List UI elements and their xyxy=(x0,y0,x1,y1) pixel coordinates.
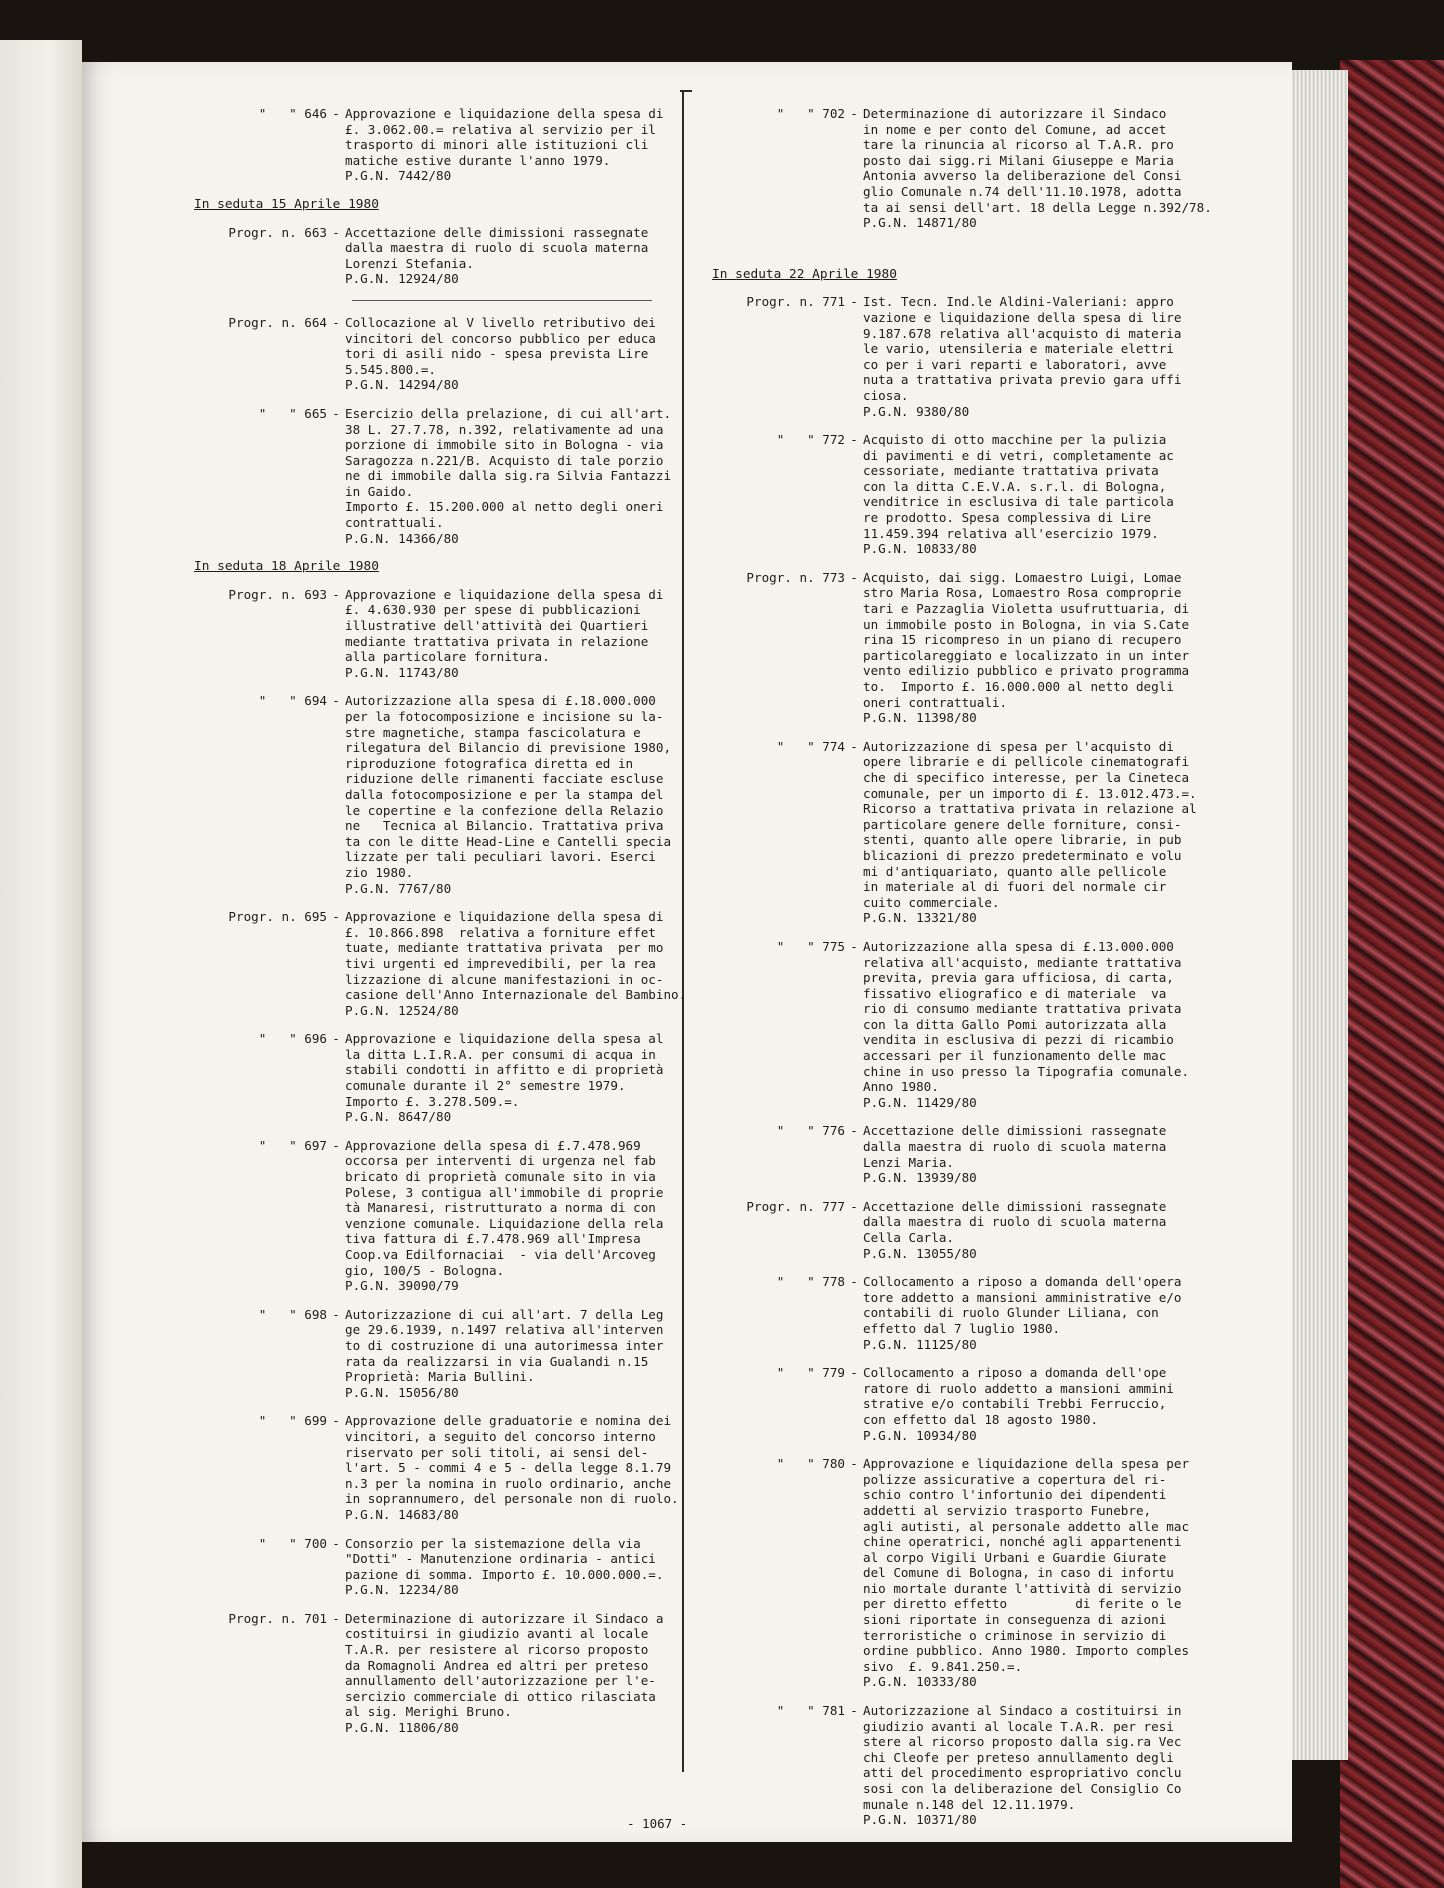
resolution-entry xyxy=(700,294,1280,419)
entry-text: Approvazione e liquidazione della spesa per polizze assicurative a copertura del ri- schio contro l'infortunio dei dipendenti addetti al servizio trasporto Funebre, agli autisti, al personale addetto alle mac chine operatrici, nonché agli appartenenti al corpo Vigili Urbani e Guardie Giurate del Comune di Bologna, in caso di infortu nio mortale durante l'attività di servizio per diretto effetto di ferite o le sioni riportate in conseguenza di azioni terroristiche o criminose in servizio di ordine pubblico. Anno 1980. Importo comples sivo £. 9.841.250.=. P.G.N. 10333/80 xyxy=(863,1456,1190,1690)
entry-text: Autorizzazione al Sindaco a costituirsi in giudizio avanti al locale T.A.R. per resi stere al ricorso proposto dalla sig.ra Vec chi Cleofe per preteso annullamento degli atti del procedimento espropriativo conclu sosi con la deliberazione del Consiglio Co munale n.148 del 12.11.1979. P.G.N. 10371/80 xyxy=(863,1703,1182,1828)
entry-dash: - xyxy=(332,1137,340,1153)
entry-text: Autorizzazione di spesa per l'acquisto di opere librarie e di pellicole cinematografi che di specifico interesse, per la Cineteca comunale, per un importo di £. 13.012.473.=. Ricorso a trattativa privata in relazione al particolare genere delle forniture, consi- stenti, quanto alle opere librarie, in pub blicazioni di prezzo predeterminato e volu mi d'antiquariato, quanto alle pellicole in materiale al di fuori del normale cir cuito commerciale. P.G.N. 13321/80 xyxy=(863,738,1197,926)
entry-dash: - xyxy=(850,294,858,310)
entry-dash: - xyxy=(332,586,340,602)
entry-dash: - xyxy=(850,1198,858,1214)
entry-reference: " " 772 xyxy=(776,432,845,448)
entry-text: Accettazione delle dimissioni rassegnate dalla maestra di ruolo di scuola materna Lorenzi Stefania. P.G.N. 12924/80 xyxy=(345,224,649,287)
entry-reference: " " 697 xyxy=(258,1137,327,1153)
entry-text: Collocamento a riposo a domanda dell'opera tore addetto a mansioni amministrative e/o contabili di ruolo Glunder Liliana, con effetto dal 7 luglio 1980. P.G.N. 11125/80 xyxy=(863,1274,1182,1352)
resolution-entry xyxy=(182,1611,742,1736)
resolution-entry xyxy=(182,1536,742,1598)
entry-text: Consorzio per la sistemazione della via "Dotti" - Manutenzione ordinaria - antici pazione di somma. Importo £. 10.000.000.=. P.G.N. 12234/80 xyxy=(345,1535,664,1598)
resolution-entry xyxy=(700,570,1280,726)
entry-dash: - xyxy=(332,1535,340,1551)
entry-reference: " " 781 xyxy=(776,1703,845,1719)
entry-dash: - xyxy=(332,314,340,330)
entry-dash: - xyxy=(850,1456,858,1472)
resolution-entry xyxy=(182,1138,742,1294)
separator-rule xyxy=(352,300,652,301)
entry-reference: Progr. n. 771 xyxy=(746,294,845,310)
entry-text: Approvazione delle graduatorie e nomina dei vincitori, a seguito del concorso interno riservato per soli titoli, ai sensi del- l'art. 5 - commi 4 e 5 - della legge 8.1.79 n.3 per la nomina in ruolo ordinario, anche in soprannumero, del personale non di ruolo. P.G.N. 14683/80 xyxy=(345,1413,679,1522)
resolution-entry xyxy=(700,1123,1280,1185)
entry-reference: " " 702 xyxy=(776,106,845,121)
entry-reference: " " 694 xyxy=(258,693,327,709)
right-column xyxy=(700,106,1280,1841)
session-heading: In seduta 22 Aprile 1980 xyxy=(712,266,897,282)
resolution-entry xyxy=(182,693,742,896)
entry-dash: - xyxy=(850,106,858,121)
entry-text: Collocazione al V livello retributivo dei vincitori del concorso pubblico per educa tori di asili nido - spesa prevista Lire 5.545.800.=. P.G.N. 14294/80 xyxy=(345,314,656,393)
entry-text: Determinazione di autorizzare il Sindaco a costituirsi in giudizio avanti al locale T.A.R. per resistere al ricorso proposto da Romagnoli Andrea ed altri per preteso annullamento dell'autorizzazione per l'e- sercizio commerciale di ottico rilasciata al sig. Merighi Bruno. P.G.N. 11806/80 xyxy=(345,1610,664,1736)
entry-dash: - xyxy=(850,1274,858,1290)
entry-text: Approvazione della spesa di £.7.478.969 occorsa per interventi di urgenza nel fab bricato di proprietà comunale sito in via Polese, 3 contigua all'immobile di proprie tà Manaresi, ristrutturato a norma di con venzione comunale. Liquidazione della rela tiva fattura di £.7.478.969 all'Impresa Coop.va Edilfornaciai - via dell'Arcoveg gio, 100/5 - Bologna. P.G.N. 39090/79 xyxy=(345,1137,664,1294)
document-page xyxy=(82,62,1292,1842)
entry-dash: - xyxy=(332,405,340,421)
resolution-entry xyxy=(700,739,1280,926)
entry-text: Ist. Tecn. Ind.le Aldini-Valeriani: appro vazione e liquidazione della spesa di lire 9.187.678 relativa all'acquisto di materia le vario, utensileria e materiale elettri co per i vari reparti e laboratori, avve nuta a trattativa privata previo gara uffi ciosa. P.G.N. 9380/80 xyxy=(863,294,1182,419)
entry-text: Acquisto, dai sigg. Lomaestro Luigi, Lomae stro Maria Rosa, Lomaestro Rosa comproprie tari e Pazzaglia Violetta usufruttuaria, di un immobile posto in Bologna, in via S.Cate rina 15 ricompreso in un piano di recupero particolareggiato e localizzato in un inter vento edilizio pubblico e privato programma to. Importo £. 16.000.000 al netto degli oneri contrattuali. P.G.N. 11398/80 xyxy=(863,569,1190,726)
entry-text: Accettazione delle dimissioni rassegnate dalla maestra di ruolo di scuola materna Cella Carla. P.G.N. 13055/80 xyxy=(863,1198,1167,1261)
entry-dash: - xyxy=(850,432,858,448)
resolution-entry xyxy=(182,225,742,287)
entry-reference: " " 778 xyxy=(776,1274,845,1290)
entry-reference: " " 774 xyxy=(776,738,845,754)
entry-dash: - xyxy=(332,909,340,925)
entry-reference: " " 699 xyxy=(258,1413,327,1429)
entry-dash: - xyxy=(850,569,858,585)
resolution-entry xyxy=(182,587,742,681)
resolution-entry xyxy=(182,106,742,184)
entry-text: Acquisto di otto macchine per la pulizia di pavimenti e di vetri, completamente ac cessoriate, mediante trattativa privata con la ditta C.E.V.A. s.r.l. di Bologna, venditrice in esclusiva di tale particola re prodotto. Spesa complessiva di Lire 11.459.394 relativa all'esercizio 1979. P.G.N. 10833/80 xyxy=(863,432,1174,557)
session-heading: In seduta 18 Aprile 1980 xyxy=(194,559,379,575)
entry-dash: - xyxy=(850,1703,858,1719)
entry-dash: - xyxy=(850,938,858,954)
resolution-entry xyxy=(182,406,742,546)
entry-text: Determinazione di autorizzare il Sindaco in nome e per conto del Comune, ad accet tare la rinuncia al ricorso al T.A.R. pro posto dai sigg.ri Milani Giuseppe e Maria Antonia avverso la deliberazione del Consi glio Comunale n.74 dell'11.10.1978, adotta ta ai sensi dell'art. 18 della Legge n.392/78. P.G.N. 14871/80 xyxy=(863,106,1212,231)
resolution-entry xyxy=(182,1031,742,1125)
entry-text: Autorizzazione di cui all'art. 7 della Leg ge 29.6.1939, n.1497 relativa all'interven to di costruzione di una autorimessa inter rata da realizzarsi in via Gualandi n.15 Proprietà: Maria Bullini. P.G.N. 15056/80 xyxy=(345,1306,664,1400)
entry-dash: - xyxy=(332,1031,340,1047)
entry-reference: " " 696 xyxy=(258,1031,327,1047)
resolution-entry xyxy=(700,1456,1280,1690)
book-cover-marbled xyxy=(1340,60,1444,1888)
resolution-entry xyxy=(182,909,742,1018)
page-number: - 1067 - xyxy=(627,1816,688,1831)
entry-dash: - xyxy=(332,693,340,709)
entry-reference: Progr. n. 773 xyxy=(746,569,845,585)
entry-reference: " " 780 xyxy=(776,1456,845,1472)
entry-dash: - xyxy=(332,1413,340,1429)
entry-reference: " " 698 xyxy=(258,1306,327,1322)
entry-reference: Progr. n. 663 xyxy=(228,224,327,240)
entry-reference: Progr. n. 701 xyxy=(228,1610,327,1626)
entry-text: Approvazione e liquidazione della spesa di £. 3.062.00.= relativa al servizio per il trasporto di minori alle istituzioni cli matiche estive durante l'anno 1979. P.G.N. 7442/80 xyxy=(345,106,664,184)
entry-reference: " " 776 xyxy=(776,1123,845,1139)
entry-dash: - xyxy=(332,106,340,121)
resolution-entry xyxy=(700,1274,1280,1352)
entry-dash: - xyxy=(850,738,858,754)
page-stack-edge xyxy=(1290,70,1348,1760)
entry-reference: " " 779 xyxy=(776,1365,845,1381)
entry-dash: - xyxy=(332,1610,340,1626)
resolution-entry xyxy=(700,1703,1280,1828)
entry-text: Accettazione delle dimissioni rassegnate dalla maestra di ruolo di scuola materna Lenzi Maria. P.G.N. 13939/80 xyxy=(863,1123,1167,1186)
resolution-entry xyxy=(700,939,1280,1111)
entry-text: Approvazione e liquidazione della spesa di £. 4.630.930 per spese di pubblicazioni illustrative dell'attività dei Quartieri mediante trattativa privata in relazione alla particolare fornitura. P.G.N. 11743/80 xyxy=(345,586,664,680)
entry-dash: - xyxy=(850,1365,858,1381)
entry-text: Autorizzazione alla spesa di £.13.000.000 relativa all'acquisto, mediante trattativa previta, previa gara ufficiosa, di carta, fissativo eliografico e di materiale va rio di consumo mediante trattativa privata con la ditta Gallo Pomi autorizzata alla vendita in esclusiva di pezzi di ricambio accessari per il funzionamento delle mac chine in uso presso la Tipografia comunale. Anno 1980. P.G.N. 11429/80 xyxy=(863,938,1190,1110)
left-column xyxy=(182,106,742,1749)
session-heading: In seduta 15 Aprile 1980 xyxy=(194,196,379,212)
entry-text: Autorizzazione alla spesa di £.18.000.000 per la fotocomposizione e incisione su la- stre magnetiche, stampa fascicolatura e rilegatura del Bilancio di previsione 1980, riproduzione fotografica diretta ed in riduzione delle rimanenti facciate escluse dalla fotocomposizione e per la stampa del le copertine e la confezione della Relazio ne Tecnica al Bilancio. Trattativa priva ta con le ditte Head-Line e Cantelli specia lizzate per tali peculiari lavori. Eserci zio 1980. P.G.N. 7767/80 xyxy=(345,693,672,896)
entry-text: Approvazione e liquidazione della spesa di £. 10.866.898 relativa a forniture effet tuate, mediante trattativa privata per mo tivi urgenti ed imprevedibili, per la rea lizzazione di alcune manifestazioni in oc- casione dell'Anno Internazionale del Bambino. P.G.N. 12524/80 xyxy=(345,909,687,1018)
resolution-entry xyxy=(700,1365,1280,1443)
entry-reference: " " 700 xyxy=(258,1535,327,1551)
entry-dash: - xyxy=(850,1123,858,1139)
entry-dash: - xyxy=(332,224,340,240)
entry-reference: Progr. n. 777 xyxy=(746,1198,845,1214)
resolution-entry xyxy=(182,1413,742,1522)
resolution-entry xyxy=(700,106,1280,231)
resolution-entry xyxy=(700,432,1280,557)
left-page-edge xyxy=(0,40,82,1888)
entry-dash: - xyxy=(332,1306,340,1322)
entry-reference: Progr. n. 695 xyxy=(228,909,327,925)
resolution-entry xyxy=(182,315,742,393)
entry-reference: Progr. n. 664 xyxy=(228,314,327,330)
entry-reference: " " 646 xyxy=(258,106,327,121)
resolution-entry xyxy=(700,1199,1280,1261)
entry-reference: " " 665 xyxy=(258,405,327,421)
entry-text: Collocamento a riposo a domanda dell'ope ratore di ruolo addetto a mansioni ammini strative e/o contabili Trebbi Ferruccio, con effetto dal 18 agosto 1980. P.G.N. 10934/80 xyxy=(863,1365,1174,1443)
entry-reference: Progr. n. 693 xyxy=(228,586,327,602)
resolution-entry xyxy=(182,1307,742,1401)
entry-reference: " " 775 xyxy=(776,938,845,954)
entry-text: Approvazione e liquidazione della spesa al la ditta L.I.R.A. per consumi di acqua in stabili condotti in affitto e di proprietà comunale durante il 2° semestre 1979. Importo £. 3.278.509.=. P.G.N. 8647/80 xyxy=(345,1031,664,1125)
entry-text: Esercizio della prelazione, di cui all'art. 38 L. 27.7.78, n.392, relativamente ad una porzione di immobile sito in Bologna - via Saragozza n.221/B. Acquisto di tale porzio ne di immobile dalla sig.ra Silvia Fantazzi in Gaido. Importo £. 15.200.000 al netto degli oneri contrattuali. P.G.N. 14366/80 xyxy=(345,405,672,546)
